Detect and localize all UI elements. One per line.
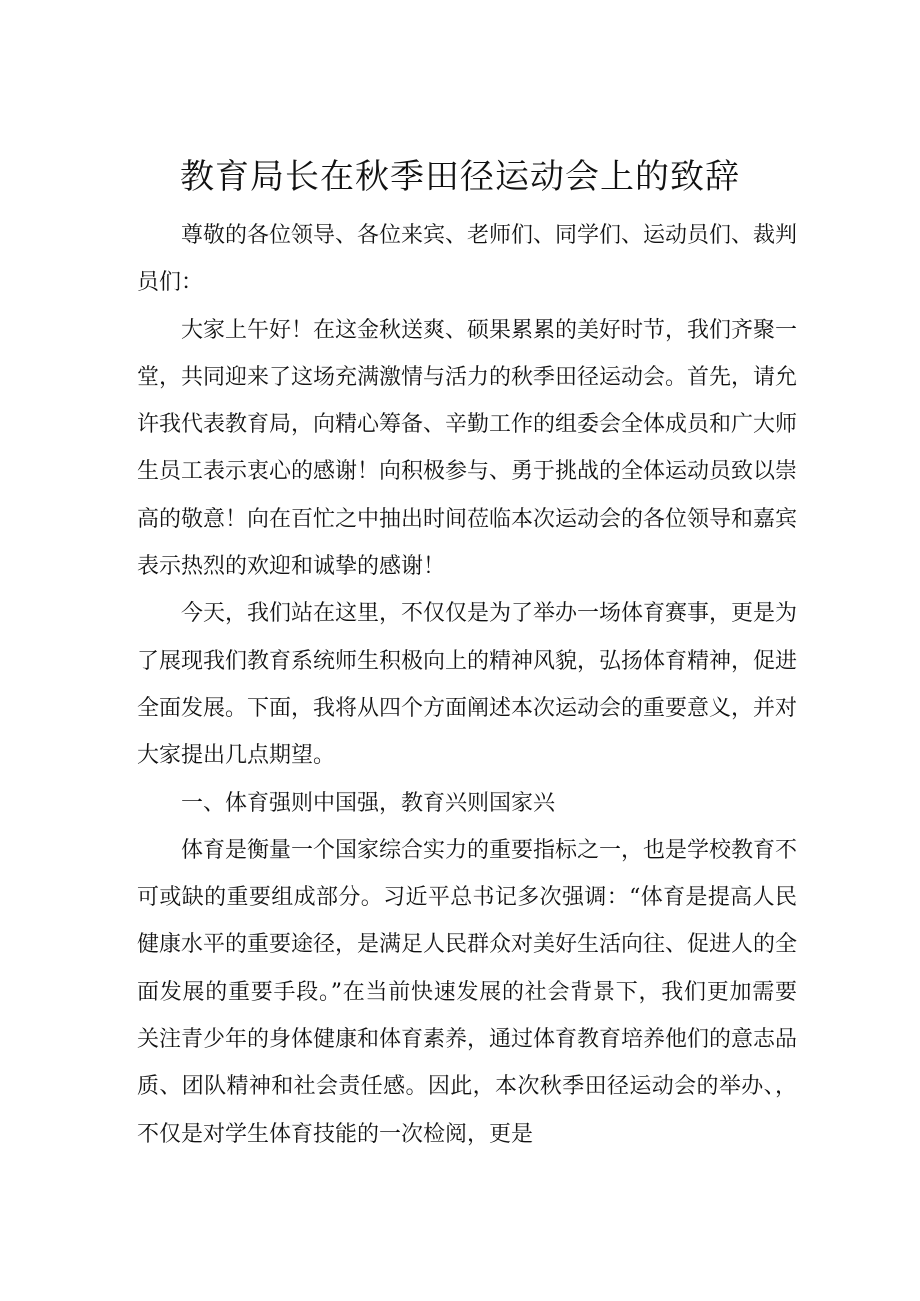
section-heading: 一、体育强则中国强，教育兴则国家兴 (181, 790, 556, 816)
section-paragraph: 体育是衡量一个国家综合实力的重要指标之一，也是学校教育不可或缺的重要组成部分。习近平总书记多次强调：“体育是提高人民健康水平的重要途径，是满足人民群众对美好生活向往、促进人的全面发展的重要手段。”在当前快速发展的社会背景下，我们更加需要关注青少年的身体健康和体育素养，通过体育教育培养他们的意志品质、团队精神和社会责任感。因此，本次秋季田径运动会的举办、，不仅是对学生体育技能的一次检阅，更是 (137, 837, 798, 1147)
document-body (137, 212, 797, 1158)
document-title: 教育局长在秋季田径运动会上的致辞 (180, 157, 740, 197)
salutation: 尊敬的各位领导、各位来宾、老师们、同学们、运动员们、裁判员们： (137, 223, 798, 296)
paragraph-purpose: 今天，我们站在这里，不仅仅是为了举办一场体育赛事，更是为了展现我们教育系统师生积极向上的精神风貌，弘扬体育精神，促进全面发展。下面，我将从四个方面阐述本次运动会的重要意义，并对大家提出几点期望。 (137, 601, 798, 769)
paragraph-greeting: 大家上午好！在这金秋送爽、硕果累累的美好时节，我们齐聚一堂，共同迎来了这场充满激情与活力的秋季田径运动会。首先，请允许我代表教育局，向精心筹备、辛勤工作的组委会全体成员和广大师生员工表示衷心的感谢！向积极参与、勇于挑战的全体运动员致以崇高的敬意！向在百忙之中抽出时间莅临本次运动会的各位领导和嘉宾表示热烈的欢迎和诚挚的感谢！ (137, 317, 798, 580)
